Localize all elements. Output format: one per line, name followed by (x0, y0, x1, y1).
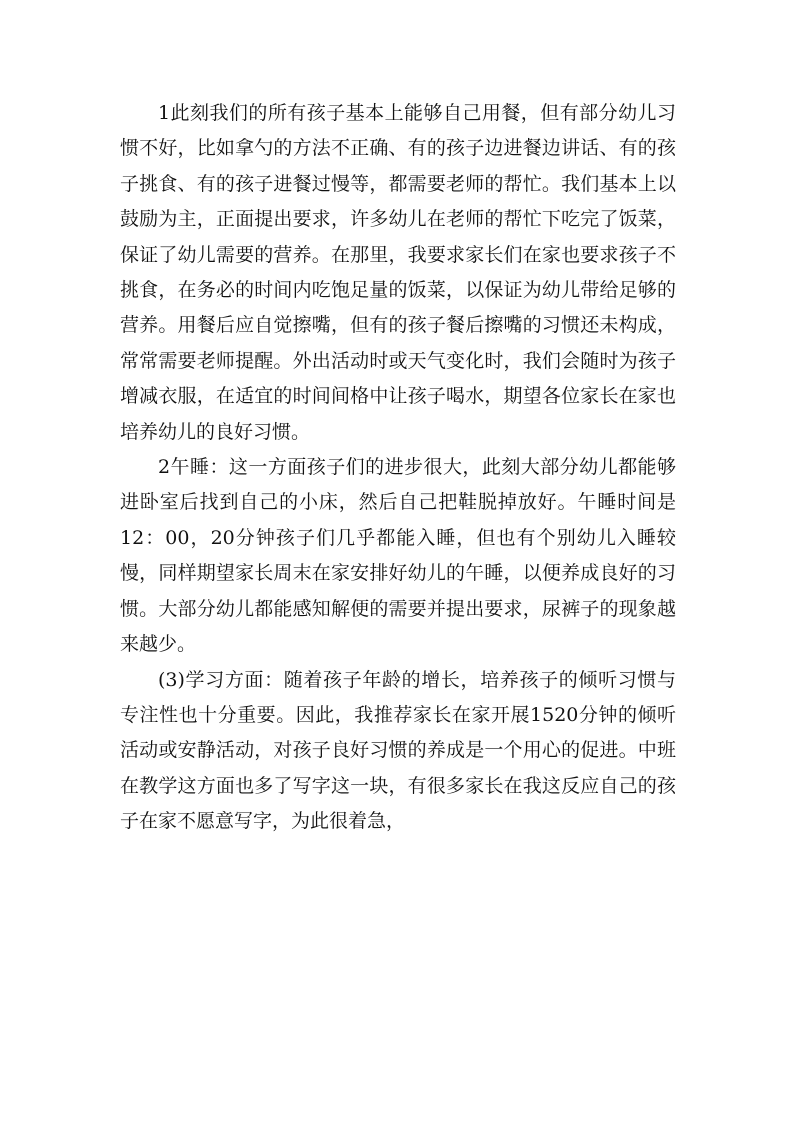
document-body (120, 96, 676, 840)
paragraph-nap: 2午睡：这一方面孩子们的进步很大，此刻大部分幼儿都能够进卧室后找到自己的小床，然后自己把鞋脱掉放好。午睡时间是12：00，20分钟孩子们几乎都能入睡，但也有个别幼儿入睡较慢，同样期望家长周末在家安排好幼儿的午睡，以便养成良好的习惯。大部分幼儿都能感知解便的需要并提出要求，尿裤子的现象越来越少。 (120, 456, 676, 656)
paragraph-learning: (3)学习方面：随着孩子年龄的增长，培养孩子的倾听习惯与专注性也十分重要。因此，我推荐家长在家开展1520分钟的倾听活动或安静活动，对孩子良好习惯的养成是一个用心的促进。中班在教学这方面也多了写字这一块，有很多家长在我这反应自己的孩子在家不愿意写字，为此很着急， (120, 668, 676, 833)
paragraph-meals: 1此刻我们的所有孩子基本上能够自己用餐，但有部分幼儿习惯不好，比如拿勺的方法不正确、有的孩子边进餐边讲话、有的孩子挑食、有的孩子进餐过慢等，都需要老师的帮忙。我们基本上以鼓励为主，正面提出要求，许多幼儿在老师的帮忙下吃完了饭菜，保证了幼儿需要的营养。在那里，我要求家长们在家也要求孩子不挑食，在务必的时间内吃饱足量的饭菜，以保证为幼儿带给足够的营养。用餐后应自觉擦嘴，但有的孩子餐后擦嘴的习惯还未构成，常常需要老师提醒。外出活动时或天气变化时，我们会随时为孩子增减衣服，在适宜的时间间格中让孩子喝水，期望各位家长在家也培养幼儿的良好习惯。 (120, 102, 676, 443)
